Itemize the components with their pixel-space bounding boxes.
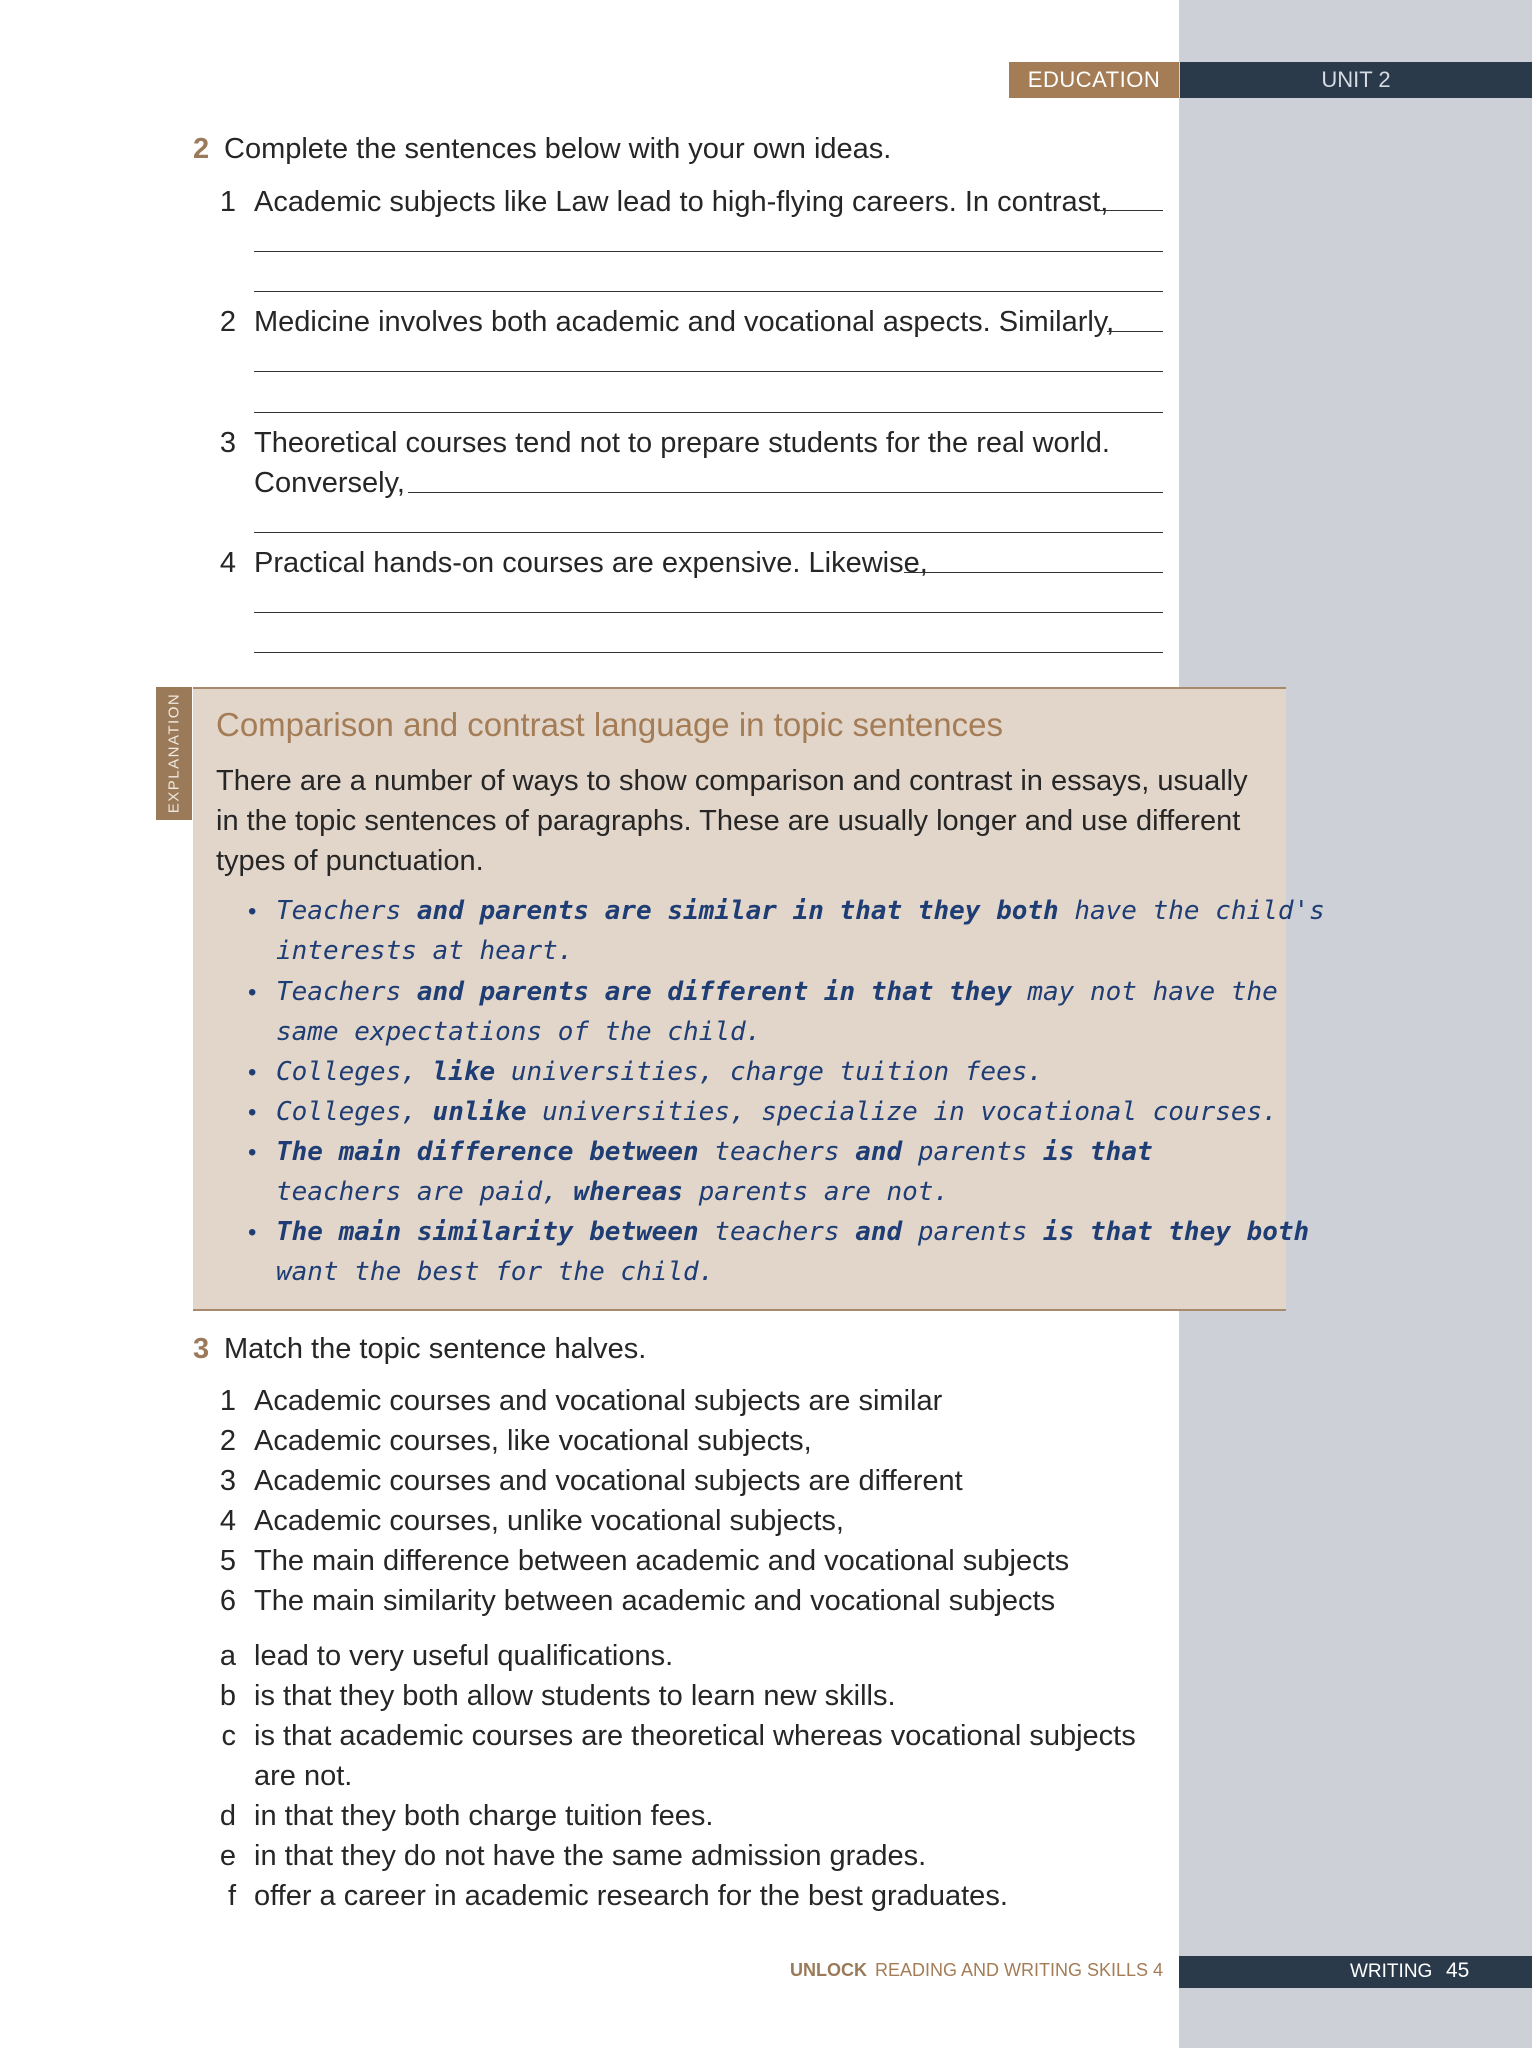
answer-line[interactable] (254, 612, 1163, 613)
example-line: Teachers and parents are similar in that they both have the child's (276, 896, 1325, 926)
ex2-item-3-text: Theoretical courses tend not to prepare students for the real world. (254, 427, 1110, 459)
example-line: same expectations of the child. (276, 1017, 762, 1047)
exercise-3-number: 3 (193, 1333, 210, 1365)
example-line: Colleges, like universities, charge tuition fees. (276, 1057, 1044, 1087)
exercise-2-instruction: Complete the sentences below with your own ideas. (224, 133, 892, 165)
ending-e-text: in that they do not have the same admission grades. (254, 1840, 927, 1872)
ending-a-text: lead to very useful qualifications. (254, 1640, 674, 1672)
ex3-item-2-text: Academic courses, like vocational subjects, (254, 1425, 812, 1457)
explanation-body-line: types of punctuation. (216, 845, 484, 877)
bullet-icon: • (248, 1059, 257, 1086)
ex3-item-3-number: 3 (219, 1465, 236, 1497)
ex2-item-2-text: Medicine involves both academic and vocational aspects. Similarly, (254, 306, 1115, 338)
answer-line[interactable] (904, 572, 1163, 573)
ex3-item-1-text: Academic courses and vocational subjects are similar (254, 1385, 943, 1417)
ex2-item-4-text: Practical hands-on courses are expensive. Likewise, (254, 547, 928, 579)
footer-series (790, 1960, 1163, 1981)
ex3-item-2-number: 2 (219, 1425, 236, 1457)
ex2-item-3-number: 3 (219, 427, 236, 459)
ending-f-letter: f (227, 1880, 236, 1912)
ending-b-letter: b (219, 1680, 236, 1712)
ex3-item-6-text: The main similarity between academic and vocational subjects (254, 1585, 1056, 1617)
answer-line[interactable] (254, 371, 1163, 372)
unit-tab: UNIT 2 (1180, 62, 1532, 98)
ex2-item-2-number: 2 (219, 306, 236, 338)
series-title: READING AND WRITING SKILLS 4 (875, 1960, 1164, 1980)
ex3-item-4-text: Academic courses, unlike vocational subjects, (254, 1505, 844, 1537)
ex3-item-1-number: 1 (219, 1385, 236, 1417)
example-line: want the best for the child. (276, 1257, 715, 1287)
example-line: The main similarity between teachers and parents is that they both (276, 1217, 1310, 1247)
answer-line[interactable] (254, 532, 1163, 533)
section-tab: EDUCATION (1009, 62, 1179, 98)
ending-e-letter: e (219, 1840, 236, 1872)
bullet-icon: • (248, 1099, 257, 1126)
footer-bar (1179, 1956, 1532, 1988)
answer-line[interactable] (254, 412, 1163, 413)
ending-a-letter: a (219, 1640, 236, 1672)
ex2-item-3-text-continued: Conversely, (254, 467, 405, 499)
exercise-3-instruction: Match the topic sentence halves. (224, 1333, 647, 1365)
example-line: Colleges, unlike universities, specialize in vocational courses. (276, 1097, 1278, 1127)
ending-c-letter: c (221, 1720, 236, 1752)
ex3-item-5-text: The main difference between academic and vocational subjects (254, 1545, 1070, 1577)
example-line: interests at heart. (276, 936, 574, 966)
ending-c-text-continued: are not. (254, 1760, 353, 1792)
answer-line[interactable] (1107, 331, 1163, 332)
ending-d-letter: d (219, 1800, 236, 1832)
ending-b-text: is that they both allow students to learn new skills. (254, 1680, 896, 1712)
ex2-item-1-number: 1 (219, 186, 236, 218)
ex3-item-4-number: 4 (219, 1505, 236, 1537)
example-line: Teachers and parents are different in that they may not have the (276, 977, 1278, 1007)
explanation-tab-label: EXPLANATION (165, 692, 183, 814)
answer-line[interactable] (254, 652, 1163, 653)
ending-d-text: in that they both charge tuition fees. (254, 1800, 714, 1832)
ex2-item-1-text: Academic subjects like Law lead to high-flying careers. In contrast, (254, 186, 1109, 218)
explanation-body-line: in the topic sentences of paragraphs. These are usually longer and use different (216, 805, 1241, 837)
ex3-item-6-number: 6 (219, 1585, 236, 1617)
ending-f-text: offer a career in academic research for the best graduates. (254, 1880, 1008, 1912)
answer-line[interactable] (254, 291, 1163, 292)
unlock-logo: UNLOCK (790, 1960, 867, 1980)
ex3-item-5-number: 5 (219, 1545, 236, 1577)
answer-line[interactable] (1098, 210, 1163, 211)
answer-line[interactable] (408, 492, 1163, 493)
page-number: 45 (1446, 1959, 1470, 1982)
exercise-2-number: 2 (193, 133, 210, 165)
answer-line[interactable] (254, 251, 1163, 252)
example-line: teachers are paid, whereas parents are not. (276, 1177, 950, 1207)
bullet-icon: • (248, 1139, 257, 1166)
footer-section-label: WRITING (1350, 1961, 1433, 1982)
example-line: The main difference between teachers and parents is that (276, 1137, 1153, 1167)
bullet-icon: • (248, 898, 257, 925)
bullet-icon: • (248, 979, 257, 1006)
ex3-item-3-text: Academic courses and vocational subjects are different (254, 1465, 963, 1497)
explanation-tab (156, 687, 192, 820)
bullet-icon: • (248, 1219, 257, 1246)
ex2-item-4-number: 4 (219, 547, 236, 579)
explanation-body-line: There are a number of ways to show comparison and contrast in essays, usually (216, 765, 1248, 797)
ending-c-text: is that academic courses are theoretical whereas vocational subjects (254, 1720, 1136, 1752)
explanation-title: Comparison and contrast language in topic sentences (216, 706, 1003, 743)
